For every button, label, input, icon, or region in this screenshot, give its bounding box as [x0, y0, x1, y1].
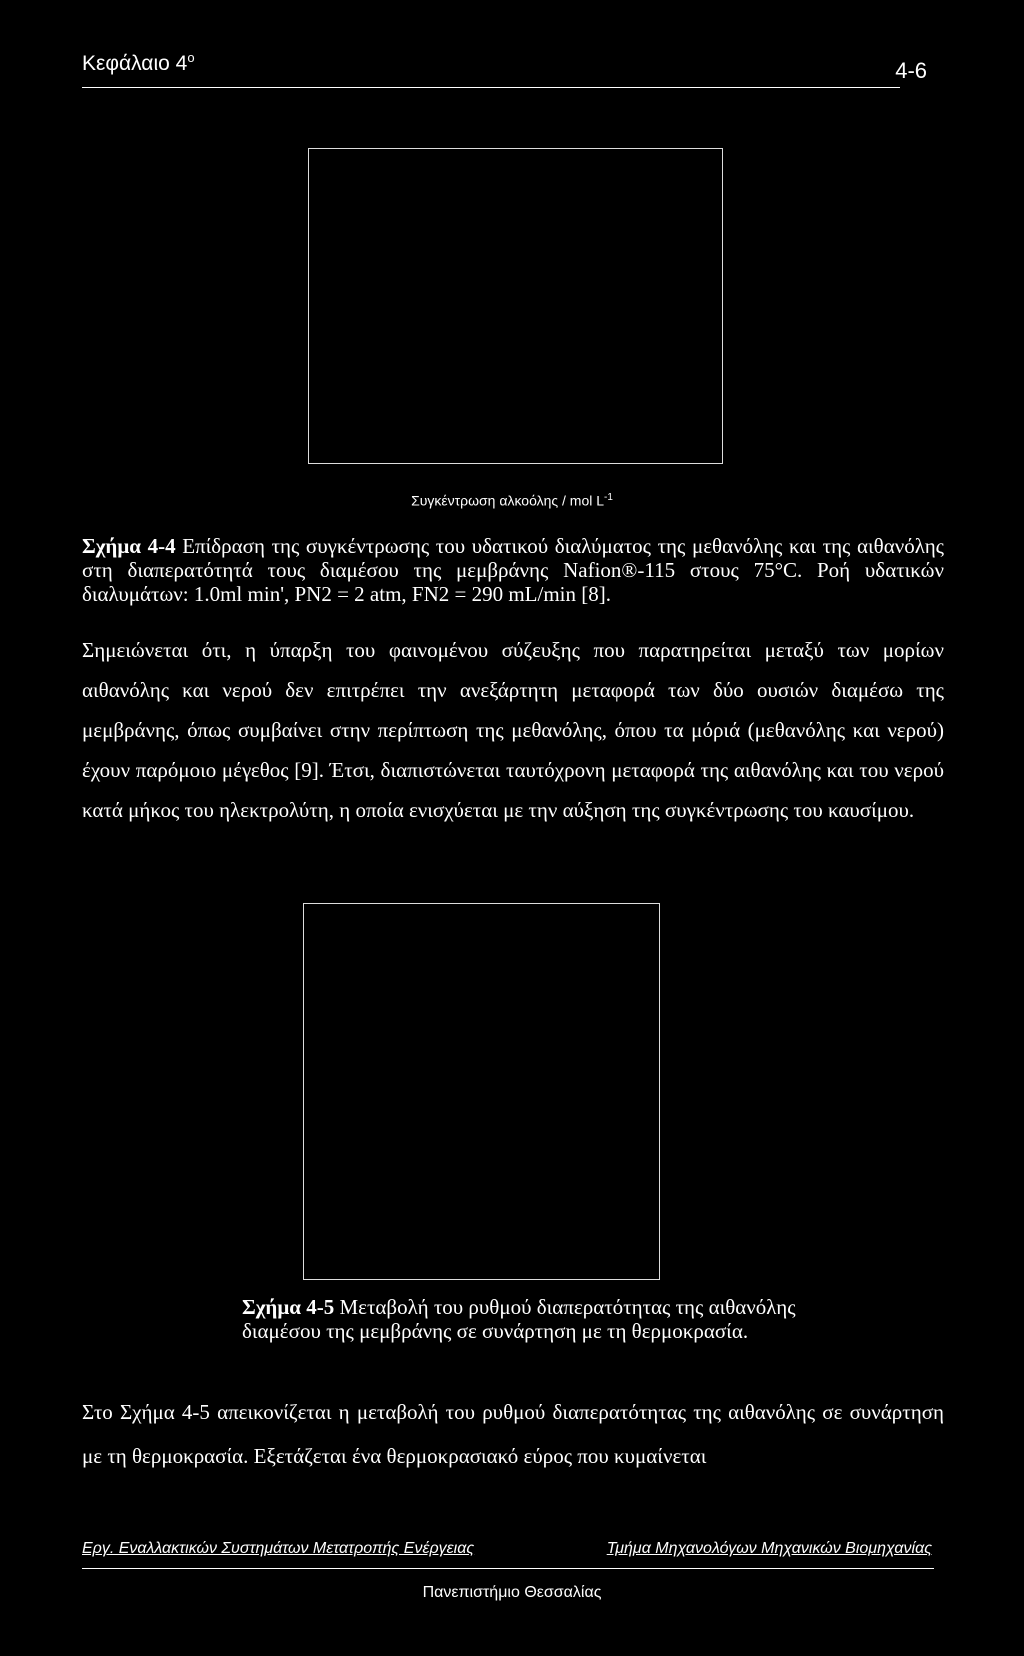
x-axis-label-text: Συγκέντρωση αλκοόλης / mol L [411, 492, 605, 509]
x-axis-label-sup: -1 [604, 492, 613, 503]
body-paragraph-2: Στο Σχήμα 4-5 απεικονίζεται η μεταβολή του ρυθμού διαπερατότητας της αιθανόλης σε συνάρτηση με τη θερμοκρασία. Εξετάζεται ένα θερμοκρασιακό εύρος που κυμαίνεται [82, 1400, 944, 1468]
footer-rule [82, 1568, 934, 1569]
footer-university: Πανεπιστήμιο Θεσσαλίας [422, 1584, 602, 1601]
footer-lab-name: Εργ. Εναλλακτικών Συστημάτων Μετατροπής Ενέργειας [82, 1540, 475, 1557]
chapter-label: Κεφάλαιο 4 [82, 52, 188, 75]
caption-label: Σχήμα 4-4 [82, 534, 176, 558]
figure-4-5-caption [242, 1295, 822, 1343]
body-paragraph-1: Σημειώνεται ότι, η ύπαρξη του φαινομένου σύζευξης που παρατηρείται μεταξύ των μορίων αιθανόλης και νερού δεν επιτρέπει την ανεξάρτητη μεταφορά των δύο ουσιών διαμέσω της μεμβράνης, όπως συμβαίνει στην περίπτωση της μεθανόλης, όπου τα μόριά (μεθανόλης και νερού) έχουν παρόμοιο μέγεθος [9]. Έτσι, διαπιστώνεται ταυτόχρονη μεταφορά της αιθανόλης και του νερού κατά μήκος του ηλεκτρολύτη, η οποία ενισχύεται με την αύξηση της συγκέντρωσης του καυσίμου. [82, 638, 944, 822]
caption-text: Μεταβολή του ρυθμού διαπερατότητας της αιθανόλης διαμέσου της μεμβράνης σε συνάρτηση με τη θερμοκρασία. [242, 1295, 796, 1343]
running-header-chapter [82, 50, 195, 76]
caption-label: Σχήμα 4-5 [242, 1295, 335, 1319]
figure-4-4-x-axis-label [0, 492, 1024, 509]
caption-text: Επίδραση της συγκέντρωσης του υδατικού διαλύματος της μεθανόλης και της αιθανόλης στη διαπερατότητά τους διαμέσου της μεμβράνης Nafion®-115 στους 75°C. Ροή υδατικών διαλυμάτων: 1.0ml min', PN2 = 2 atm, FN2 = 290 mL/min [8]. [82, 534, 944, 606]
figure-4-4-caption [82, 534, 944, 606]
header-rule [82, 87, 900, 88]
footer-department: Τμήμα Μηχανολόγων Μηχανικών Βιομηχανίας [606, 1540, 932, 1557]
page-number: 4-6 [895, 58, 927, 83]
figure-4-4-plot-area [308, 148, 723, 464]
figure-4-5-plot-area [303, 903, 660, 1280]
chapter-superscript: ο [187, 50, 195, 65]
